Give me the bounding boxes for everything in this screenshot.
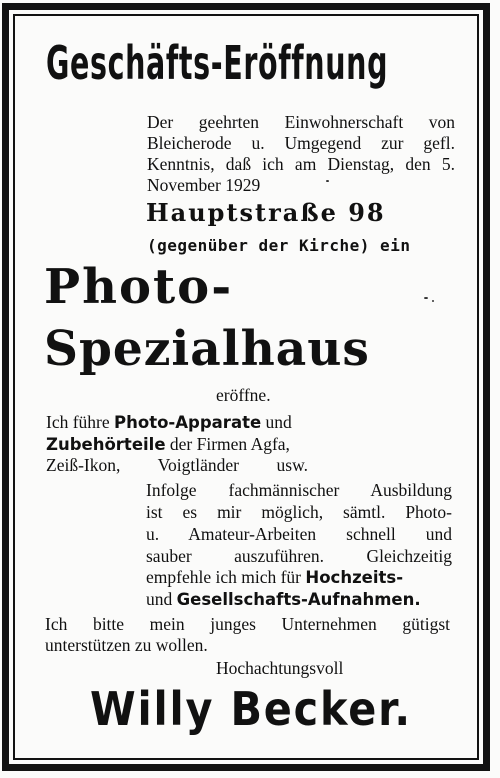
print-speck <box>424 297 428 299</box>
training-text: und <box>146 589 177 609</box>
products-bold: Zubehörteile <box>46 435 166 454</box>
products-bold: Photo-Apparate <box>114 413 262 432</box>
print-speck <box>432 300 434 302</box>
opening-word: eröffne. <box>216 385 271 405</box>
products-text: und <box>261 412 292 432</box>
closing-line-1: Ich bitte mein junges Unternehmen gütigst <box>45 614 450 634</box>
closing-line-2: unterstützen zu wollen. <box>45 635 208 655</box>
products-text: der Firmen Agfa, <box>165 434 290 454</box>
shop-name-line-1: Photo- <box>44 259 234 315</box>
street-address: Hauptstraße 98 <box>146 198 386 227</box>
training-line-6 <box>146 591 421 609</box>
products-line-2 <box>46 436 290 454</box>
training-text: empfehle ich mich für <box>146 567 306 587</box>
signature: Willy Becker. <box>90 682 412 736</box>
location-note: (gegenüber der Kirche) ein <box>147 236 411 255</box>
training-bold: Hochzeits- <box>305 568 404 587</box>
print-speck <box>326 180 329 182</box>
shop-name-line-2: Spezialhaus <box>44 321 370 377</box>
training-line-3: u. Amateur-Arbeiten schnell und <box>146 524 452 544</box>
training-line-2: ist es mir möglich, sämtl. Photo- <box>146 502 452 522</box>
training-line-5 <box>146 569 403 587</box>
products-text: Ich führe <box>46 412 115 432</box>
products-line-1 <box>46 414 292 432</box>
intro-paragraph: Der geehrten Einwohnerschaft von Bleicherode u. Umgegend zur gefl. Kenntnis, daß ich am Dienstag, den 5. November 1929 <box>147 112 455 195</box>
training-line-4: sauber auszuführen. Gleichzeitig <box>146 546 452 566</box>
products-line-3: Zeiß-Ikon, Voigtländer usw. <box>46 455 308 475</box>
training-bold: Gesellschafts-Aufnahmen. <box>176 590 421 609</box>
training-line-1: Infolge fachmännischer Ausbildung <box>146 480 452 500</box>
headline: Geschäfts-Eröffnung <box>46 36 389 90</box>
greeting: Hochachtungsvoll <box>216 658 344 678</box>
